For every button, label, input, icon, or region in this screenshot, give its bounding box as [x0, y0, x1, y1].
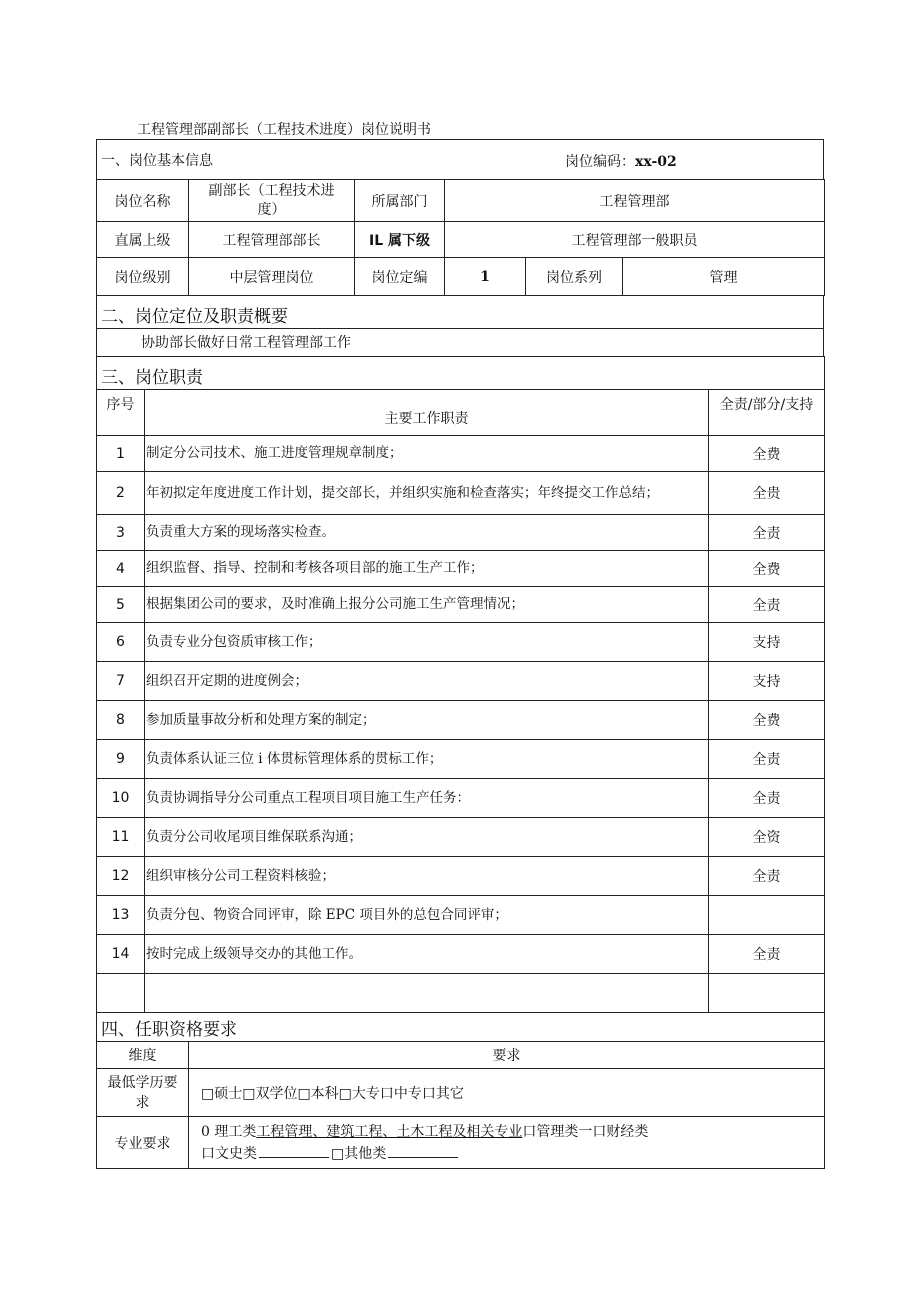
level-value: 中层管理岗位	[189, 258, 355, 296]
position-name-value: 副部长（工程技术进度）	[189, 180, 355, 222]
duty-row	[97, 472, 825, 515]
duty-row	[97, 740, 825, 779]
qualifications-section-title: 四、任职资格要求	[97, 1013, 825, 1042]
duty-row	[97, 779, 825, 818]
duty-rows	[97, 436, 825, 974]
duty-number: 10	[97, 779, 145, 818]
duty-responsibility: 支持	[709, 623, 825, 662]
duty-responsibility: 全费	[709, 436, 825, 472]
duty-text: 负责分包、物资合同评审，除 EPC 项目外的总包合同评审；	[145, 896, 709, 935]
series-value: 管理	[623, 258, 825, 296]
major-engineering-fields: 工程管理、建筑工程、土木工程及相关专业	[256, 1123, 523, 1140]
duty-responsibility: 全责	[709, 515, 825, 551]
duty-responsibility: 全费	[709, 701, 825, 740]
major-requirement	[189, 1117, 825, 1169]
duties-section-title: 三、岗位职责	[97, 357, 825, 390]
subordinate-label: IL 属下级	[355, 222, 445, 258]
duty-responsibility: 全资	[709, 818, 825, 857]
requirement-header: 要求	[189, 1042, 825, 1069]
duty-text: 负责重大方案的现场落实检查。	[145, 515, 709, 551]
education-label: 最低学历要求	[97, 1069, 189, 1117]
duty-responsibility: 全责	[709, 779, 825, 818]
duty-row	[97, 436, 825, 472]
duty-responsibility: 全贵	[709, 472, 825, 515]
duty-row	[97, 857, 825, 896]
duty-row	[97, 701, 825, 740]
duty-number: 2	[97, 472, 145, 515]
duty-text: 组织召开定期的进度例会；	[145, 662, 709, 701]
major-line-2	[201, 1143, 820, 1165]
duty-number: 11	[97, 818, 145, 857]
duty-row	[97, 551, 825, 587]
duty-row	[97, 818, 825, 857]
basic-info-header	[96, 139, 824, 180]
duties-table	[96, 356, 825, 1013]
duty-number: 5	[97, 587, 145, 623]
subordinate-value: 工程管理部一般职员	[445, 222, 825, 258]
duty-text: 组织审核分公司工程资料核验；	[145, 857, 709, 896]
duty-responsibility: 全责	[709, 857, 825, 896]
duty-text: 负责专业分包资质审核工作；	[145, 623, 709, 662]
superior-value: 工程管理部部长	[189, 222, 355, 258]
humanities-blank	[259, 1146, 329, 1158]
basic-info-section-title: 一、岗位基本信息	[101, 152, 213, 169]
duties-header-no: 序号	[97, 390, 145, 436]
major-label: 专业要求	[97, 1117, 189, 1169]
series-label: 岗位系列	[526, 258, 623, 296]
department-value: 工程管理部	[445, 180, 825, 222]
duty-responsibility: 全责	[709, 587, 825, 623]
duty-row	[97, 515, 825, 551]
qualifications-table	[96, 1012, 825, 1169]
positioning-table	[96, 295, 824, 357]
duty-text: 参加质量事故分析和处理方案的制定；	[145, 701, 709, 740]
education-options: □硕士□双学位□本科□大专口中专口其它	[189, 1069, 825, 1117]
position-code	[565, 151, 677, 171]
duty-number: 9	[97, 740, 145, 779]
major-suffix: 口管理类一口财经类	[522, 1123, 649, 1140]
duty-row-empty	[97, 974, 825, 1013]
duties-header-resp: 全责/部分/支持	[709, 390, 825, 436]
duty-text: 根据集团公司的要求，及时准确上报分公司施工生产管理情况；	[145, 587, 709, 623]
level-label: 岗位级别	[97, 258, 189, 296]
job-description-form	[96, 139, 824, 1169]
positioning-section-title: 二、岗位定位及职责概要	[97, 296, 824, 329]
duty-responsibility: 全费	[709, 551, 825, 587]
duty-text: 按时完成上级领导交办的其他工作。	[145, 935, 709, 974]
duty-number: 6	[97, 623, 145, 662]
basic-info-table	[96, 179, 825, 296]
department-label: 所属部门	[355, 180, 445, 222]
position-name-label: 岗位名称	[97, 180, 189, 222]
duty-responsibility: 全责	[709, 935, 825, 974]
duty-text: 负责体系认证三位 i 体贯标管理体系的贯标工作；	[145, 740, 709, 779]
duty-number: 3	[97, 515, 145, 551]
dimension-header: 维度	[97, 1042, 189, 1069]
duty-responsibility: 全责	[709, 740, 825, 779]
duty-row	[97, 662, 825, 701]
duties-header-main: 主要工作职责	[145, 390, 709, 436]
duty-text: 组织监督、指导、控制和考核各项目部的施工生产工作；	[145, 551, 709, 587]
duty-number: 7	[97, 662, 145, 701]
document-title: 工程管理部副部长（工程技术进度）岗位说明书	[137, 122, 431, 138]
duty-text: 制定分公司技术、施工进度管理规章制度；	[145, 436, 709, 472]
position-code-value: xx-02	[635, 154, 677, 170]
duty-row	[97, 623, 825, 662]
duty-number: 13	[97, 896, 145, 935]
duty-text: 负责分公司收尾项目维保联系沟通；	[145, 818, 709, 857]
duty-responsibility: 支持	[709, 662, 825, 701]
other-blank	[388, 1146, 458, 1158]
major-humanities: 口文史类	[201, 1145, 257, 1162]
major-prefix: 0 理工类	[201, 1123, 257, 1140]
duty-number: 4	[97, 551, 145, 587]
superior-label: 直属上级	[97, 222, 189, 258]
major-other: □其他类	[331, 1145, 387, 1162]
duty-number: 8	[97, 701, 145, 740]
position-code-label: 岗位编码：	[565, 154, 635, 170]
duty-text: 年初拟定年度进度工作计划，提交部长，并组织实施和检查落实；年终提交工作总结；	[145, 472, 709, 515]
duty-row	[97, 935, 825, 974]
duty-text: 负责协调指导分公司重点工程项目项目施工生产任务：	[145, 779, 709, 818]
duty-number: 1	[97, 436, 145, 472]
duty-number: 12	[97, 857, 145, 896]
major-line-1	[201, 1121, 820, 1143]
positioning-summary: 协助部长做好日常工程管理部工作	[97, 329, 824, 357]
duty-row	[97, 896, 825, 935]
headcount-label: 岗位定编	[355, 258, 445, 296]
duty-row	[97, 587, 825, 623]
duty-responsibility	[709, 896, 825, 935]
duty-number: 14	[97, 935, 145, 974]
headcount-value: 1	[445, 258, 526, 296]
